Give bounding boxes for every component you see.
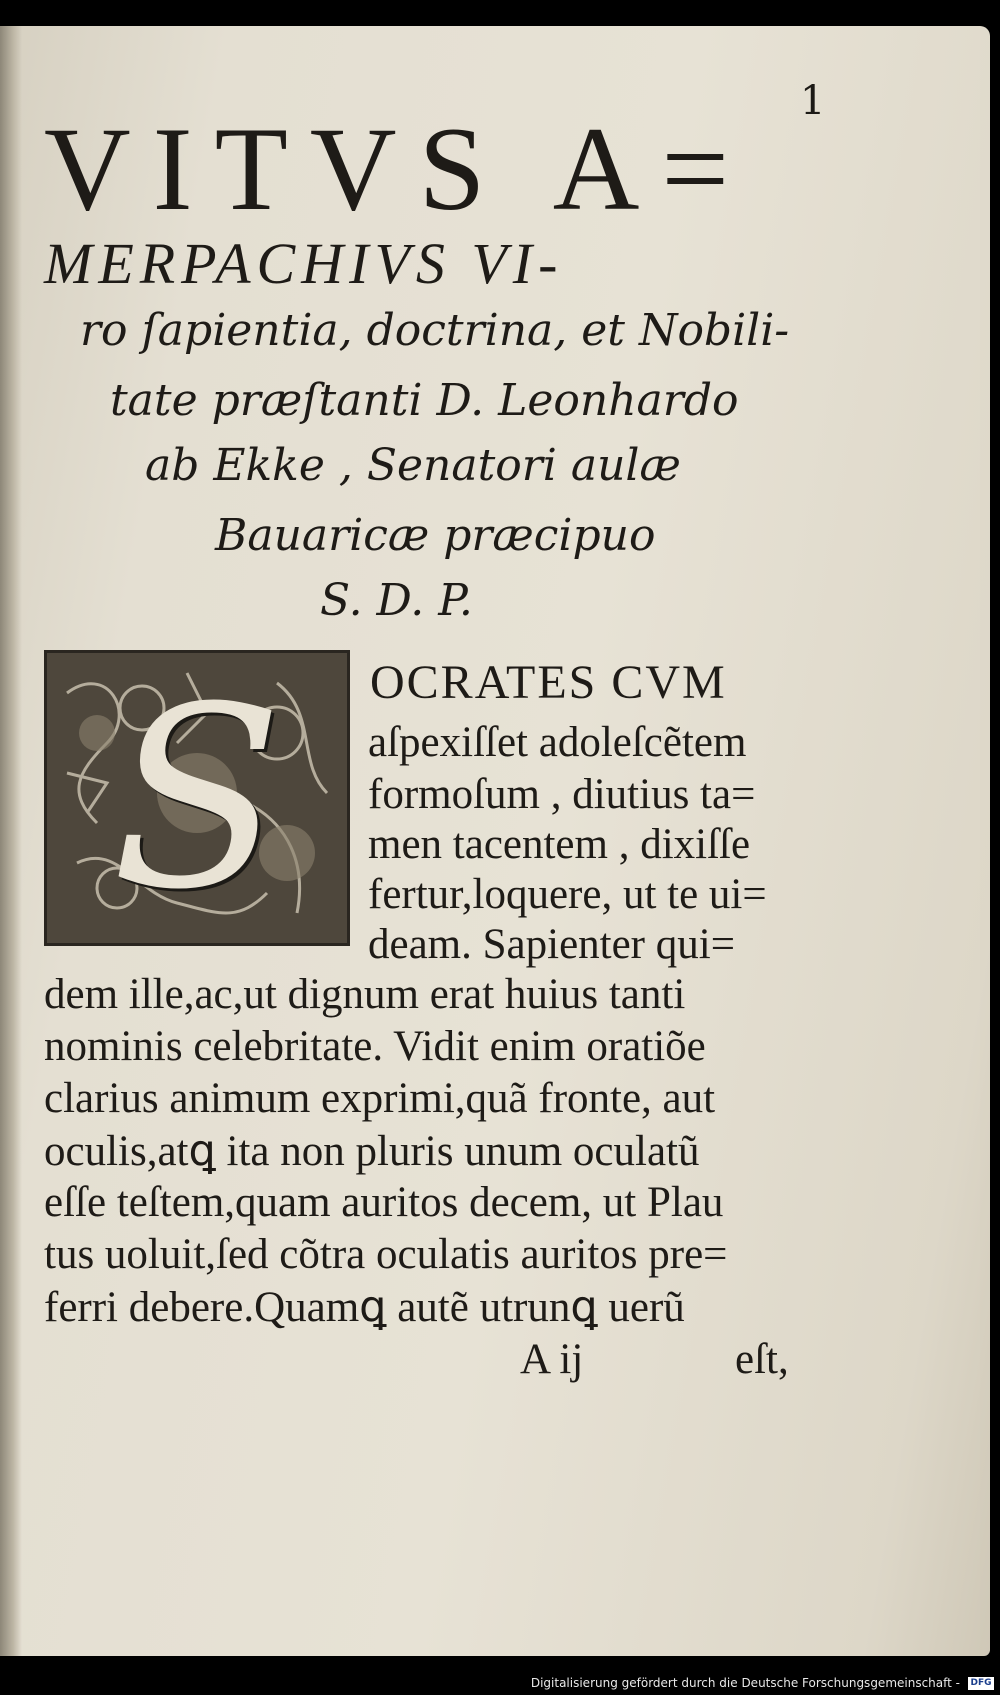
heading-line-2: MERPACHIVS VI- (44, 231, 564, 296)
body-line-8: nominis celebritate. Vidit enim oratiõe (44, 1023, 706, 1070)
body-line-7: dem ille,ac,ut dignum erat huius tanti (44, 971, 686, 1018)
signature-mark: A ij (520, 1336, 584, 1383)
heading-line-3: ro ſapientia, doctrina, et Nobili- (80, 305, 790, 356)
body-line-13: ferri debere.Quamꝗ autẽ utrunꝗ uerũ (44, 1284, 685, 1331)
heading-line-5: ab Ekke , Senatori aulæ (145, 440, 681, 491)
initial-letter: S (111, 652, 283, 944)
body-line-5: fertur,loquere, ut te ui= (368, 871, 767, 918)
dfg-logo: DFG (968, 1677, 994, 1690)
body-line-2: aſpexiſſet adoleſcẽtem (368, 719, 747, 766)
decorated-initial (44, 650, 350, 946)
body-line-11: eſſe teſtem,quam auritos decem, ut Plau (44, 1179, 724, 1226)
body-line-12: tus uoluit,ſed cõtra oculatis auritos pre= (44, 1231, 728, 1278)
body-line-1: OCRATES CVM (370, 656, 727, 709)
body-line-3: formoſum , diutius ta= (368, 771, 756, 818)
folio-number: 1 (800, 78, 826, 124)
body-line-4: men tacentem , dixiſſe (368, 821, 751, 868)
body-line-9: clarius animum exprimi,quã fronte, aut (44, 1075, 716, 1122)
page-gutter-shadow (0, 26, 22, 1656)
body-line-6: deam. Sapienter qui= (368, 921, 735, 968)
body-line-10: oculis,atꝗ ita non pluris unum oculatũ (44, 1128, 700, 1175)
catchword: eſt, (735, 1336, 789, 1383)
digitization-footer (0, 1672, 1000, 1695)
heading-line-7: S. D. P. (320, 575, 473, 626)
heading-line-6: Bauaricæ præcipuo (215, 510, 656, 561)
heading-line-1: VITVS A= (44, 102, 752, 235)
footer-credit: Digitalisierung gefördert durch die Deutsche Forschungsgemeinschaft - (530, 1676, 960, 1690)
heading-line-4: tate præſtanti D. Leonhardo (110, 375, 739, 426)
